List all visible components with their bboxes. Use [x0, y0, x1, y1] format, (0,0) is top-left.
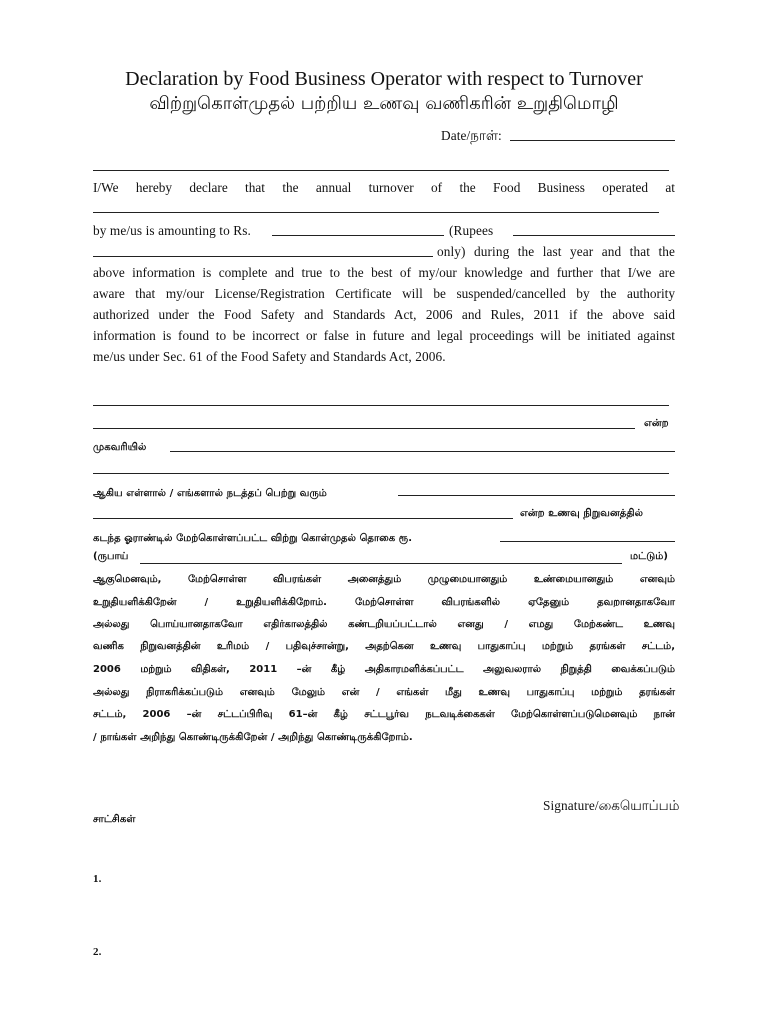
- witnesses-label: சாட்சிகள்: [93, 814, 136, 825]
- tamil-mattum: மட்டும்): [630, 551, 669, 562]
- tamil-kadantha: கடந்த ஓராண்டில் மேற்கொள்ளப்பட்ட விற்று கொள்முதல் தொகை ரூ.: [93, 533, 413, 544]
- date-field[interactable]: [510, 140, 675, 141]
- tamil-endra: என்ற: [644, 418, 669, 429]
- tamil-mugavari: முகவரியில்: [93, 442, 147, 453]
- rupees-words-field-2[interactable]: [93, 256, 433, 257]
- english-line-2-suffix: (Rupees: [449, 223, 494, 238]
- witness-number-2: 2.: [93, 946, 102, 958]
- english-line-3-suffix: only) during the last year and that the: [437, 244, 675, 259]
- tamil-business-field[interactable]: [398, 495, 675, 496]
- date-label: Date/நாள்:: [441, 128, 502, 143]
- tamil-name-field-2[interactable]: [93, 428, 635, 429]
- witness-number-1: 1.: [93, 873, 102, 885]
- tamil-para-line-5: 2006 மற்றும் விதிகள், 2011 –ன் கீழ் அதிகாரமளிக்கப்பட்ட அலுவலரால் நிறுத்தி வைக்கப்படும்: [93, 664, 675, 675]
- tamil-business-field-2[interactable]: [93, 518, 513, 519]
- english-line-6: authorized under the Food Safety and Standards Act, 2006 and Rules, 2011 if the above said: [93, 307, 675, 322]
- title-english: Declaration by Food Business Operator with respect to Turnover: [125, 68, 643, 90]
- tamil-unavu-niruvanam: என்ற உணவு நிறுவனத்தில்: [520, 508, 644, 519]
- tamil-address-field-2[interactable]: [93, 473, 669, 474]
- turnover-amount-field[interactable]: [272, 235, 444, 236]
- english-line-7: information is found to be incorrect or false in future and legal proceedings will be initiated against: [93, 328, 675, 343]
- tamil-para-line-4: வணிக நிறுவனத்தின் உரிமம் / பதிவுச்சான்று, அதற்கென உணவு பாதுகாப்பு மற்றும் தரங்கள் சட்டம்,: [93, 641, 676, 652]
- tamil-para-line-3: அல்லது பொய்யானதாகவோ எதிர்காலத்தில் கண்டறியப்பட்டால் எனது / எமது மேற்கண்ட உணவு: [93, 619, 675, 630]
- rupees-words-field-1[interactable]: [513, 235, 675, 236]
- tamil-para-line-8: / நாங்கள் அறிந்து கொண்டிருக்கிறேன் / அறிந்து கொண்டிருக்கிறோம்.: [93, 732, 413, 743]
- premises-address-field[interactable]: [93, 212, 659, 213]
- tamil-rupees-words-field[interactable]: [140, 563, 622, 564]
- english-line-5: aware that my/our License/Registration Certificate will be suspended/cancelled by the authority: [93, 286, 675, 301]
- tamil-para-line-6: அல்லது நிராகரிக்கப்படும் எனவும் மேலும் என் / எங்கள் மீது உணவு பாதுகாப்பு மற்றும் தரங்கள்: [93, 687, 675, 698]
- name-field[interactable]: [93, 170, 669, 171]
- tamil-aagiya: ஆகிய எள்ளால் / எங்களால் நடத்தப் பெற்று வரும்: [93, 488, 327, 499]
- tamil-para-line-1: ஆகுமெனவும், மேற்சொள்ள விபரங்கள் அனைத்தும் முழுமையானதும் உண்மையானதும் எனவும்: [93, 574, 675, 585]
- english-line-4: above information is complete and true to the best of my/our knowledge and further that I/we are: [93, 265, 675, 280]
- tamil-name-field[interactable]: [93, 405, 669, 406]
- english-line-1: I/We hereby declare that the annual turnover of the Food Business operated at: [93, 180, 675, 195]
- tamil-amount-field[interactable]: [500, 541, 675, 542]
- tamil-address-field[interactable]: [170, 451, 675, 452]
- tamil-para-line-7: சட்டம், 2006 –ன் சட்டப்பிரிவு 61–ன் கீழ் சட்டபூர்வ நடவடிக்கைகள் மேற்கொள்ளப்படுமெனவும் நான்: [93, 709, 675, 720]
- tamil-para-line-2: உறுதியளிக்கிறேன் / உறுதியளிக்கிறோம். மேற்சொள்ள விபரங்களில் ஏதேனும் தவறானதாகவோ: [93, 597, 675, 608]
- tamil-rupai: (ருபாய்: [93, 551, 129, 562]
- english-line-2-prefix: by me/us is amounting to Rs.: [93, 223, 251, 238]
- signature-label: Signature/கையொப்பம்: [543, 798, 680, 813]
- title-tamil: விற்றுகொள்முதல் பற்றிய உணவு வணிகரின் உறுதிமொழி: [149, 93, 619, 114]
- english-line-8: me/us under Sec. 61 of the Food Safety and Standards Act, 2006.: [93, 349, 446, 364]
